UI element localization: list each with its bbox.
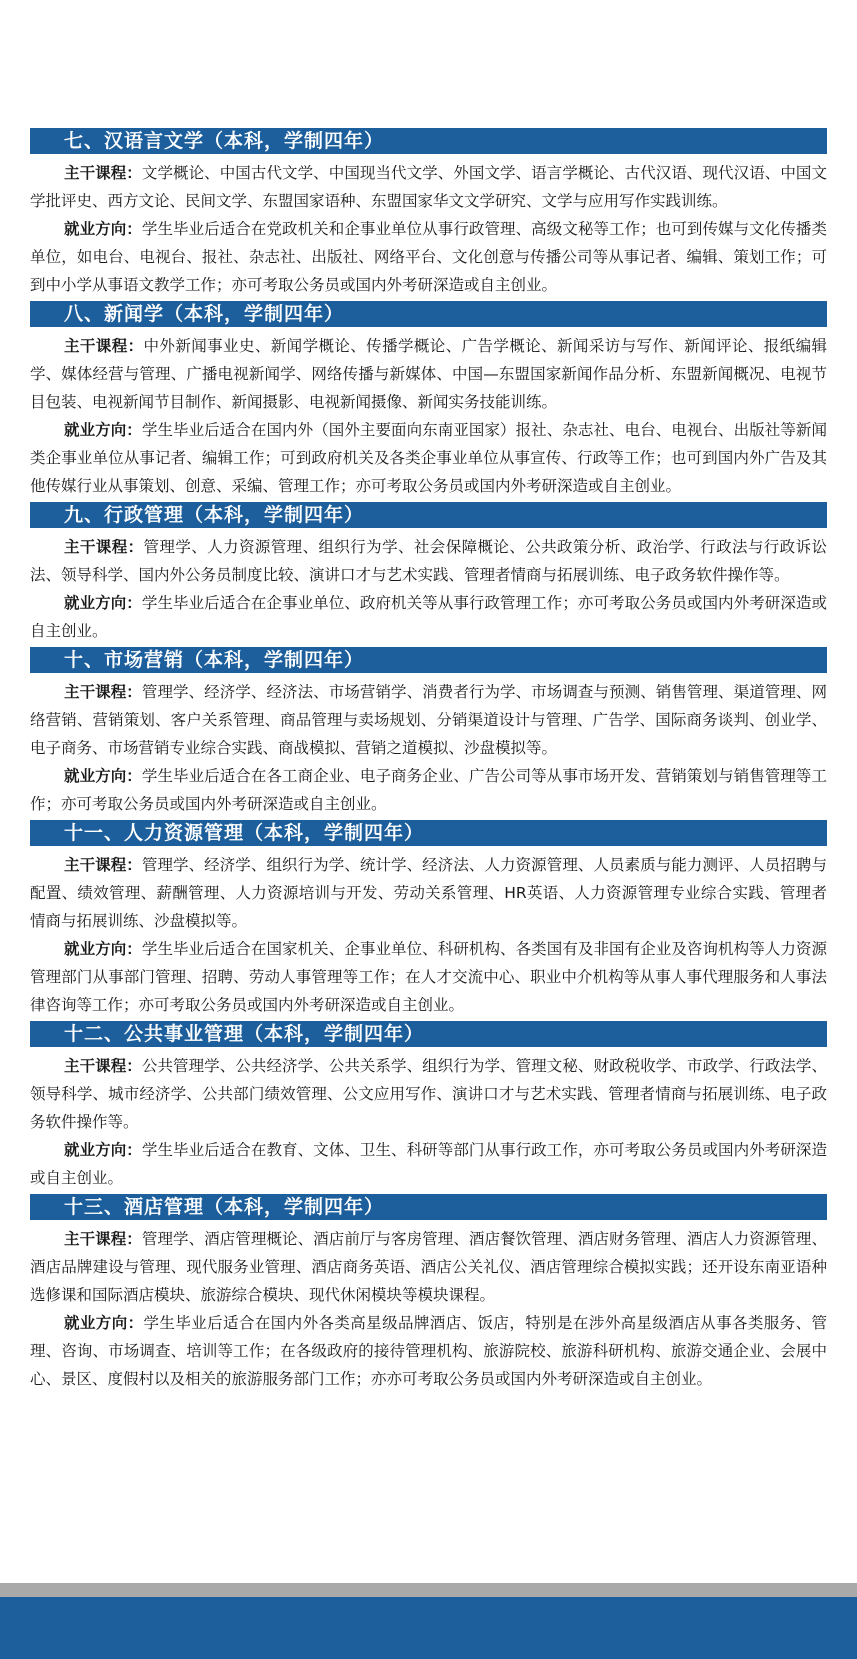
courses-text: 公共管理学、公共经济学、公共关系学、组织行为学、管理文秘、财政税收学、市政学、行政法学、领导科学、城市经济学、公共部门绩效管理、公文应用写作、演讲口才与艺术实践、管理者情商与拓展训练、电子政务软件操作等。	[30, 1057, 827, 1131]
section-title: 十三、酒店管理（本科，学制四年）	[30, 1194, 827, 1220]
courses-text: 中外新闻事业史、新闻学概论、传播学概论、广告学概论、新闻采访与写作、新闻评论、报纸编辑学、媒体经营与管理、广播电视新闻学、网络传播与新媒体、中国—东盟国家新闻作品分析、东盟新闻概况、电视节目包装、电视新闻节目制作、新闻摄影、电视新闻摄像、新闻实务技能训练。	[30, 337, 827, 411]
courses-paragraph	[30, 1052, 827, 1136]
footer-stripe	[0, 1583, 857, 1597]
major-section-marketing	[30, 647, 827, 818]
career-label: 就业方向：	[64, 594, 142, 612]
courses-paragraph	[30, 1225, 827, 1309]
courses-text: 管理学、人力资源管理、组织行为学、社会保障概论、公共政策分析、政治学、行政法与行政诉讼法、领导科学、国内外公务员制度比较、演讲口才与艺术实践、管理者情商与拓展训练、电子政务软件操作等。	[30, 538, 827, 584]
section-title: 十二、公共事业管理（本科，学制四年）	[30, 1021, 827, 1047]
courses-text: 文学概论、中国古代文学、中国现当代文学、外国文学、语言学概论、古代汉语、现代汉语、中国文学批评史、西方文论、民间文学、东盟国家语种、东盟国家华文文学研究、文学与应用写作实践训练。	[30, 164, 827, 210]
career-paragraph	[30, 589, 827, 645]
career-text: 学生毕业后适合在教育、文体、卫生、科研等部门从事行政工作，亦可考取公务员或国内外考研深造或自主创业。	[30, 1141, 827, 1187]
courses-label: 主干课程：	[64, 1057, 142, 1075]
career-label: 就业方向：	[64, 1314, 144, 1332]
career-paragraph	[30, 416, 827, 500]
courses-label: 主干课程：	[64, 683, 142, 701]
footer-band	[0, 1597, 857, 1659]
career-paragraph	[30, 762, 827, 818]
courses-label: 主干课程：	[64, 856, 142, 874]
section-title: 八、新闻学（本科，学制四年）	[30, 301, 827, 327]
courses-label: 主干课程：	[64, 164, 142, 182]
career-label: 就业方向：	[64, 767, 142, 785]
career-text: 学生毕业后适合在各工商企业、电子商务企业、广告公司等从事市场开发、营销策划与销售管理等工作；亦可考取公务员或国内外考研深造或自主创业。	[30, 767, 827, 813]
courses-label: 主干课程：	[64, 337, 144, 355]
career-paragraph	[30, 215, 827, 299]
major-section-hotel	[30, 1194, 827, 1393]
career-text: 学生毕业后适合在国内外各类高星级品牌酒店、饭店，特别是在涉外高星级酒店从事各类服务、管理、咨询、市场调查、培训等工作；在各级政府的接待管理机构、旅游院校、旅游科研机构、旅游交通企业、会展中心、景区、度假村以及相关的旅游服务部门工作；亦亦可考取公务员或国内外考研深造或自主创业。	[30, 1314, 827, 1388]
section-title: 九、行政管理（本科，学制四年）	[30, 502, 827, 528]
career-label: 就业方向：	[64, 1141, 142, 1159]
courses-paragraph	[30, 159, 827, 215]
section-title: 十、市场营销（本科，学制四年）	[30, 647, 827, 673]
courses-text: 管理学、经济学、经济法、市场营销学、消费者行为学、市场调查与预测、销售管理、渠道管理、网络营销、营销策划、客户关系管理、商品管理与卖场规划、分销渠道设计与管理、广告学、国际商务谈判、创业学、电子商务、市场营销专业综合实践、商战模拟、营销之道模拟、沙盘模拟等。	[30, 683, 827, 757]
courses-text: 管理学、经济学、组织行为学、统计学、经济法、人力资源管理、人员素质与能力测评、人员招聘与配置、绩效管理、薪酬管理、人力资源培训与开发、劳动关系管理、HR英语、人力资源管理专业综合实践、管理者情商与拓展训练、沙盘模拟等。	[30, 856, 827, 930]
career-text: 学生毕业后适合在国家机关、企事业单位、科研机构、各类国有及非国有企业及咨询机构等人力资源管理部门从事部门管理、招聘、劳动人事管理等工作；在人才交流中心、职业中介机构等从事人事代理服务和人事法律咨询等工作；亦可考取公务员或国内外考研深造或自主创业。	[30, 940, 827, 1014]
career-label: 就业方向：	[64, 421, 142, 439]
courses-text: 管理学、酒店管理概论、酒店前厅与客房管理、酒店餐饮管理、酒店财务管理、酒店人力资源管理、酒店品牌建设与管理、现代服务业管理、酒店商务英语、酒店公关礼仪、酒店管理综合模拟实践；还开设东南亚语种选修课和国际酒店模块、旅游综合模块、现代休闲模块等模块课程。	[30, 1230, 827, 1304]
career-paragraph	[30, 1136, 827, 1192]
courses-label: 主干课程：	[64, 538, 144, 556]
major-section-admin	[30, 502, 827, 645]
courses-paragraph	[30, 332, 827, 416]
courses-paragraph	[30, 533, 827, 589]
career-text: 学生毕业后适合在国内外（国外主要面向东南亚国家）报社、杂志社、电台、电视台、出版社等新闻类企事业单位从事记者、编辑工作；可到政府机关及各类企事业单位从事宣传、行政等工作；也可到国内外广告及其他传媒行业从事策划、创意、采编、管理工作；亦可考取公务员或国内外考研深造或自主创业。	[30, 421, 827, 495]
courses-paragraph	[30, 678, 827, 762]
career-label: 就业方向：	[64, 220, 142, 238]
career-text: 学生毕业后适合在党政机关和企事业单位从事行政管理、高级文秘等工作；也可到传媒与文化传播类单位，如电台、电视台、报社、杂志社、出版社、网络平台、文化创意与传播公司等从事记者、编辑、策划工作；可到中小学从事语文教学工作；亦可考取公务员或国内外考研深造或自主创业。	[30, 220, 827, 294]
section-title: 十一、人力资源管理（本科，学制四年）	[30, 820, 827, 846]
career-paragraph	[30, 1309, 827, 1393]
section-title: 七、汉语言文学（本科，学制四年）	[30, 128, 827, 154]
major-section-journalism	[30, 301, 827, 500]
career-label: 就业方向：	[64, 940, 142, 958]
major-section-public-affairs	[30, 1021, 827, 1192]
courses-label: 主干课程：	[64, 1230, 142, 1248]
major-section-hanyu	[30, 128, 827, 299]
major-list	[30, 128, 827, 1393]
major-section-hr	[30, 820, 827, 1019]
courses-paragraph	[30, 851, 827, 935]
career-paragraph	[30, 935, 827, 1019]
career-text: 学生毕业后适合在企事业单位、政府机关等从事行政管理工作；亦可考取公务员或国内外考研深造或自主创业。	[30, 594, 827, 640]
